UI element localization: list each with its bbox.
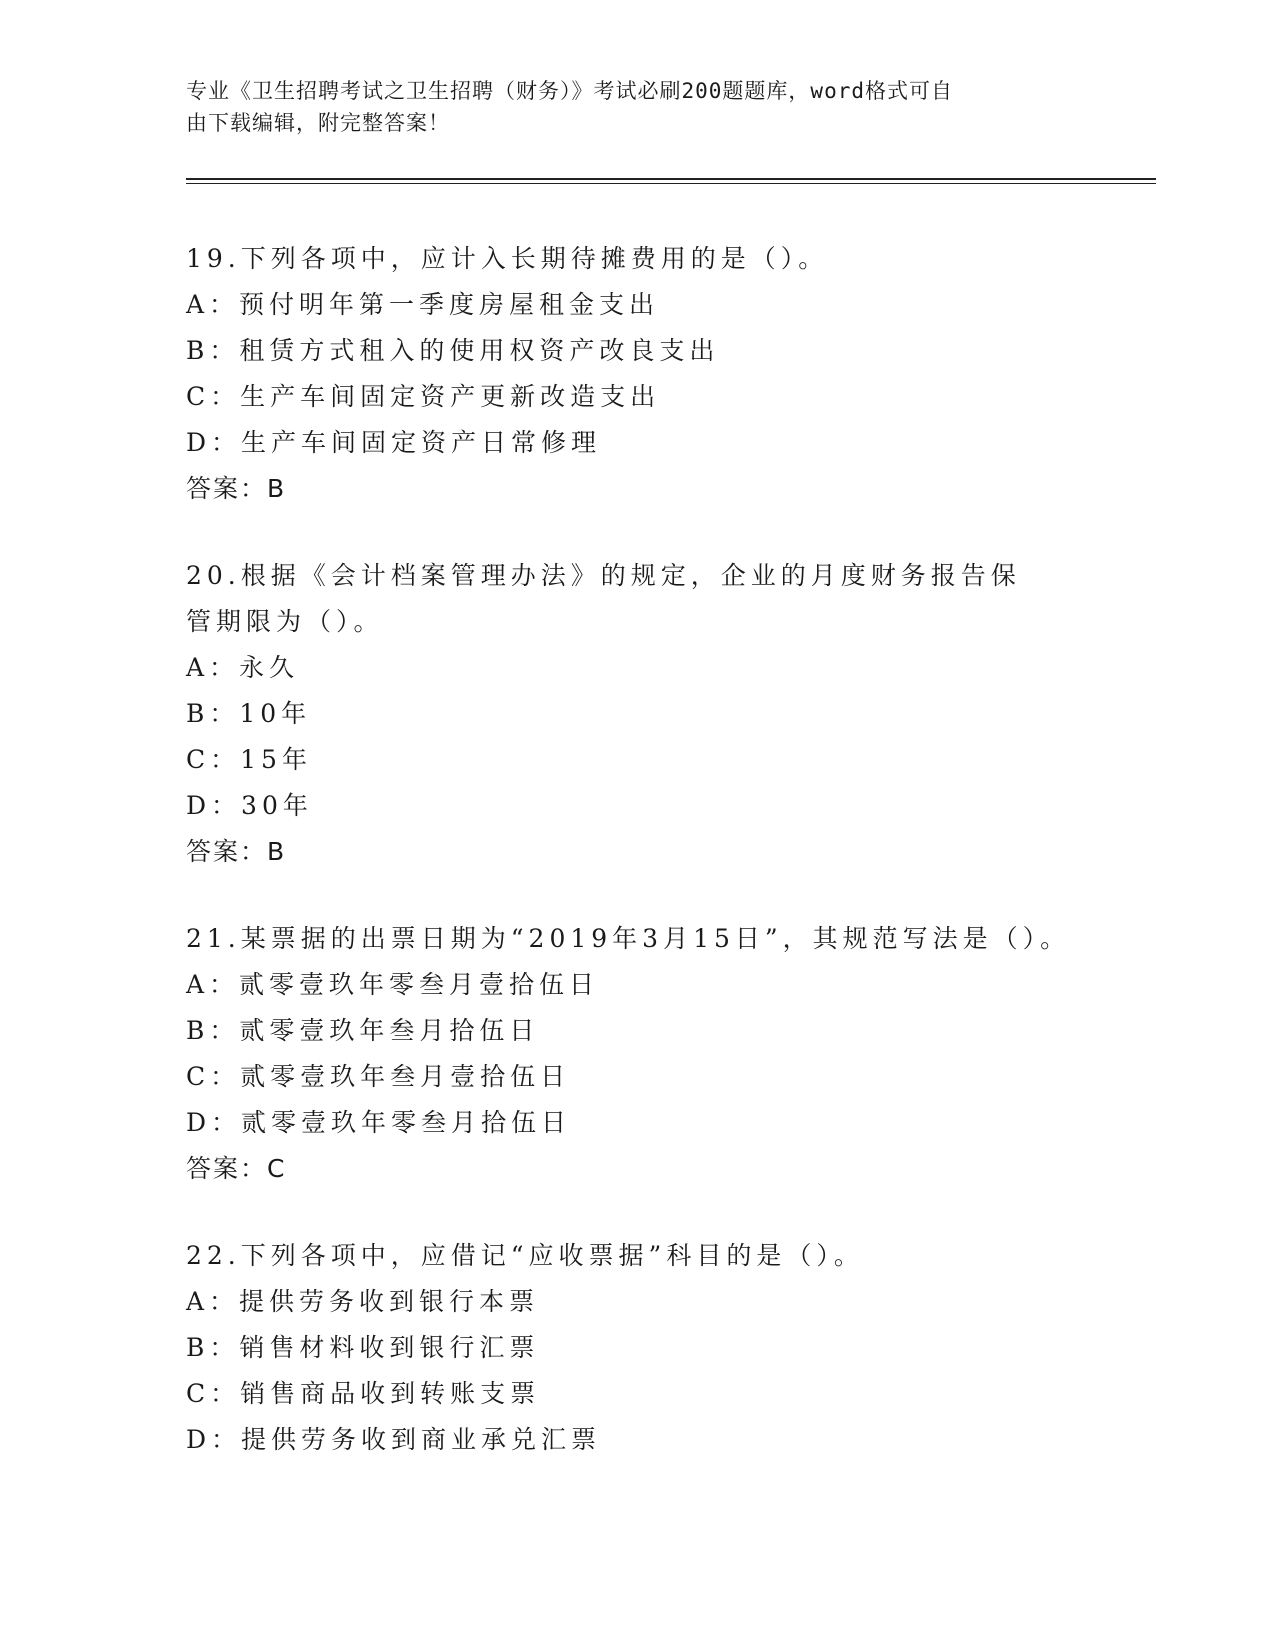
option-b: B：10年 — [186, 699, 312, 728]
header-divider-thin — [186, 183, 1156, 184]
question-21 — [186, 916, 1106, 1192]
answer-label: 答案：B — [186, 474, 287, 503]
option-a: A：永久 — [186, 653, 300, 682]
option-c: C：贰零壹玖年叁月壹拾伍日 — [186, 1062, 571, 1091]
option-a: A：预付明年第一季度房屋租金支出 — [186, 290, 660, 319]
header-divider-thick — [186, 178, 1156, 180]
question-22 — [186, 1233, 1106, 1463]
option-d: D：提供劳务收到商业承兑汇票 — [186, 1425, 602, 1454]
question-19 — [186, 236, 1106, 512]
header-line-1: 专业《卫生招聘考试之卫生招聘（财务）》考试必刷200题题库，word格式可自 — [186, 79, 953, 103]
header-line-2: 由下载编辑，附完整答案！ — [186, 111, 450, 135]
option-c: C：生产车间固定资产更新改造支出 — [186, 382, 661, 411]
answer-label: 答案：C — [186, 1154, 287, 1183]
question-stem: 19.下列各项中，应计入长期待摊费用的是（）。 — [186, 244, 829, 273]
option-a: A：提供劳务收到银行本票 — [186, 1287, 540, 1316]
answer-label: 答案：B — [186, 837, 287, 866]
question-stem: 21.某票据的出票日期为“2019年3月15日”，其规范写法是（）。 — [186, 924, 1071, 953]
option-c: C：15年 — [186, 745, 312, 774]
question-list — [186, 236, 1106, 1504]
question-stem: 20.根据《会计档案管理办法》的规定，企业的月度财务报告保管期限为（）。 — [186, 561, 1021, 636]
option-a: A：贰零壹玖年零叁月壹拾伍日 — [186, 970, 600, 999]
option-b: B：贰零壹玖年叁月拾伍日 — [186, 1016, 540, 1045]
option-d: D：生产车间固定资产日常修理 — [186, 428, 602, 457]
question-20 — [186, 553, 1106, 875]
option-d: D：贰零壹玖年零叁月拾伍日 — [186, 1108, 572, 1137]
document-header — [186, 75, 1086, 139]
option-b: B：销售材料收到银行汇票 — [186, 1333, 540, 1362]
question-stem: 22.下列各项中，应借记“应收票据”科目的是（）。 — [186, 1241, 864, 1270]
option-d: D：30年 — [186, 791, 313, 820]
option-c: C：销售商品收到转账支票 — [186, 1379, 541, 1408]
option-b: B：租赁方式租入的使用权资产改良支出 — [186, 336, 720, 365]
